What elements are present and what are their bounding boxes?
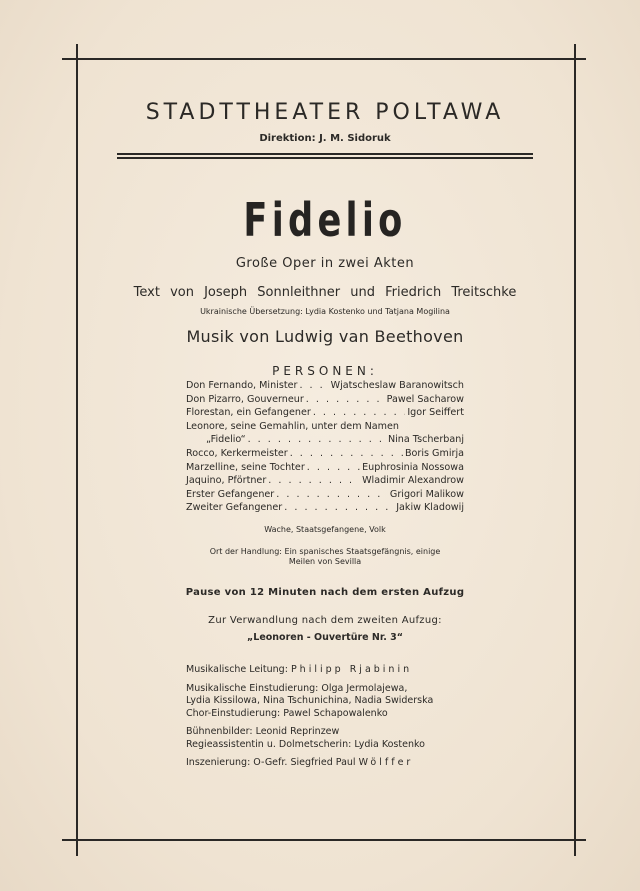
- direktion-line: Direktion: J. M. Sidoruk: [259, 133, 391, 144]
- cast-singer: Igor Seiffert: [407, 407, 464, 419]
- cast-singer: Boris Gmirja: [404, 447, 464, 459]
- credit-name: Philipp Rjabinin: [290, 664, 413, 675]
- leader-dots: [290, 447, 403, 461]
- cast-row: [186, 433, 464, 447]
- cast-role: „Fidelio“: [206, 434, 246, 446]
- cast-row: [186, 474, 464, 488]
- cast-singer: Wjatscheslaw Baranowitsch: [330, 380, 464, 391]
- cast-singer: Euphrosinia Nossowa: [362, 461, 464, 473]
- composer-credit: Musik von Ludwig van Beethoven: [186, 327, 464, 346]
- cast-row: [186, 461, 464, 475]
- credit-name: Wölffer: [358, 757, 414, 768]
- cast-row: [186, 406, 464, 420]
- frame-bottom-line: [62, 839, 586, 841]
- leader-dots: [268, 474, 360, 488]
- frame-right-line: [574, 44, 576, 856]
- setting-note: [80, 547, 570, 567]
- leader-dots: [276, 488, 388, 502]
- cast-role: Jaquino, Pförtner: [186, 475, 267, 487]
- setting-line-1: Ort der Handlung: Ein spanisches Staatsgefängnis, einige: [209, 547, 441, 556]
- header-divider-top: [117, 153, 533, 155]
- cast-role: Rocco, Kerkermeister: [186, 447, 288, 459]
- cast-row: [186, 420, 464, 434]
- leader-dots: [307, 461, 360, 475]
- opera-subtitle: Große Oper in zwei Akten: [235, 256, 415, 271]
- cast-row: [186, 447, 464, 461]
- cast-singer: Jakiw Kladowij: [396, 502, 464, 514]
- cast-singer: Pawel Sacharow: [386, 393, 464, 405]
- credit-label: Musikalische Leitung:: [186, 664, 288, 675]
- cast-role: Leonore, seine Gemahlin, unter dem Namen: [186, 420, 399, 432]
- credit-label: Inszenierung: O-Gefr. Siegfried Paul: [186, 757, 356, 768]
- leader-dots: [299, 379, 328, 393]
- overture-title: „Leonoren - Ouvertüre Nr. 3“: [247, 632, 403, 643]
- credit-coaching-1: Musikalische Einstudierung: Olga Jermolajewa,: [186, 682, 408, 694]
- credit-coaching-2: Lydia Kissilowa, Nina Tschunichina, Nadia Swiderska: [186, 695, 434, 706]
- cast-role: Don Fernando, Minister: [186, 380, 298, 391]
- opera-title: Fidelio: [243, 193, 407, 247]
- cast-row: [186, 501, 464, 515]
- cast-role: Erster Gefangener: [186, 488, 275, 500]
- cast-role: Florestan, ein Gefangener: [186, 407, 311, 419]
- cast-list: [186, 379, 464, 515]
- cast-row: [186, 488, 464, 502]
- cast-singer: Grigori Malikow: [389, 488, 464, 500]
- leader-dots: [313, 406, 406, 420]
- production-credits: [186, 664, 486, 770]
- credit-chorus: Chor-Einstudierung: Pawel Schapowalenko: [186, 707, 388, 719]
- leader-dots: [248, 433, 386, 447]
- frame-left-line: [76, 44, 78, 856]
- chorus-line: Wache, Staatsgefangene, Volk: [264, 525, 386, 534]
- translation-credit: Ukrainische Übersetzung: Lydia Kostenko und Tatjana Mogilina: [200, 307, 450, 316]
- cast-singer: Wladimir Alexandrow: [362, 475, 464, 487]
- leader-dots: [306, 393, 385, 407]
- cast-heading: PERSONEN:: [272, 364, 378, 378]
- theater-name: STADTTHEATER POLTAWA: [145, 100, 505, 125]
- intermission-note: Pause von 12 Minuten nach dem ersten Aufzug: [185, 587, 465, 598]
- credit-conductor: [186, 664, 486, 677]
- leader-dots: [284, 501, 394, 515]
- credit-stage-design: Bühnenbilder: Leonid Reprinzew: [186, 726, 340, 737]
- transformation-note: Zur Verwandlung nach dem zweiten Aufzug:: [208, 615, 442, 626]
- cast-role: Don Pizarro, Gouverneur: [186, 393, 304, 405]
- cast-role: Marzelline, seine Tochter: [186, 461, 305, 473]
- libretto-credit: Text von Joseph Sonnleithner und Friedrich Treitschke: [133, 285, 517, 300]
- cast-role: Zweiter Gefangener: [186, 502, 283, 514]
- setting-line-2: Meilen von Sevilla: [288, 557, 362, 566]
- cast-row: [186, 393, 464, 407]
- credit-direction: [186, 757, 486, 770]
- header-divider-bottom: [117, 157, 533, 159]
- frame-top-line: [62, 58, 586, 60]
- cast-singer: Nina Tscherbanj: [387, 434, 464, 446]
- credit-assistant: Regieassistentin u. Dolmetscherin: Lydia Kostenko: [186, 738, 425, 750]
- cast-row: [186, 379, 464, 393]
